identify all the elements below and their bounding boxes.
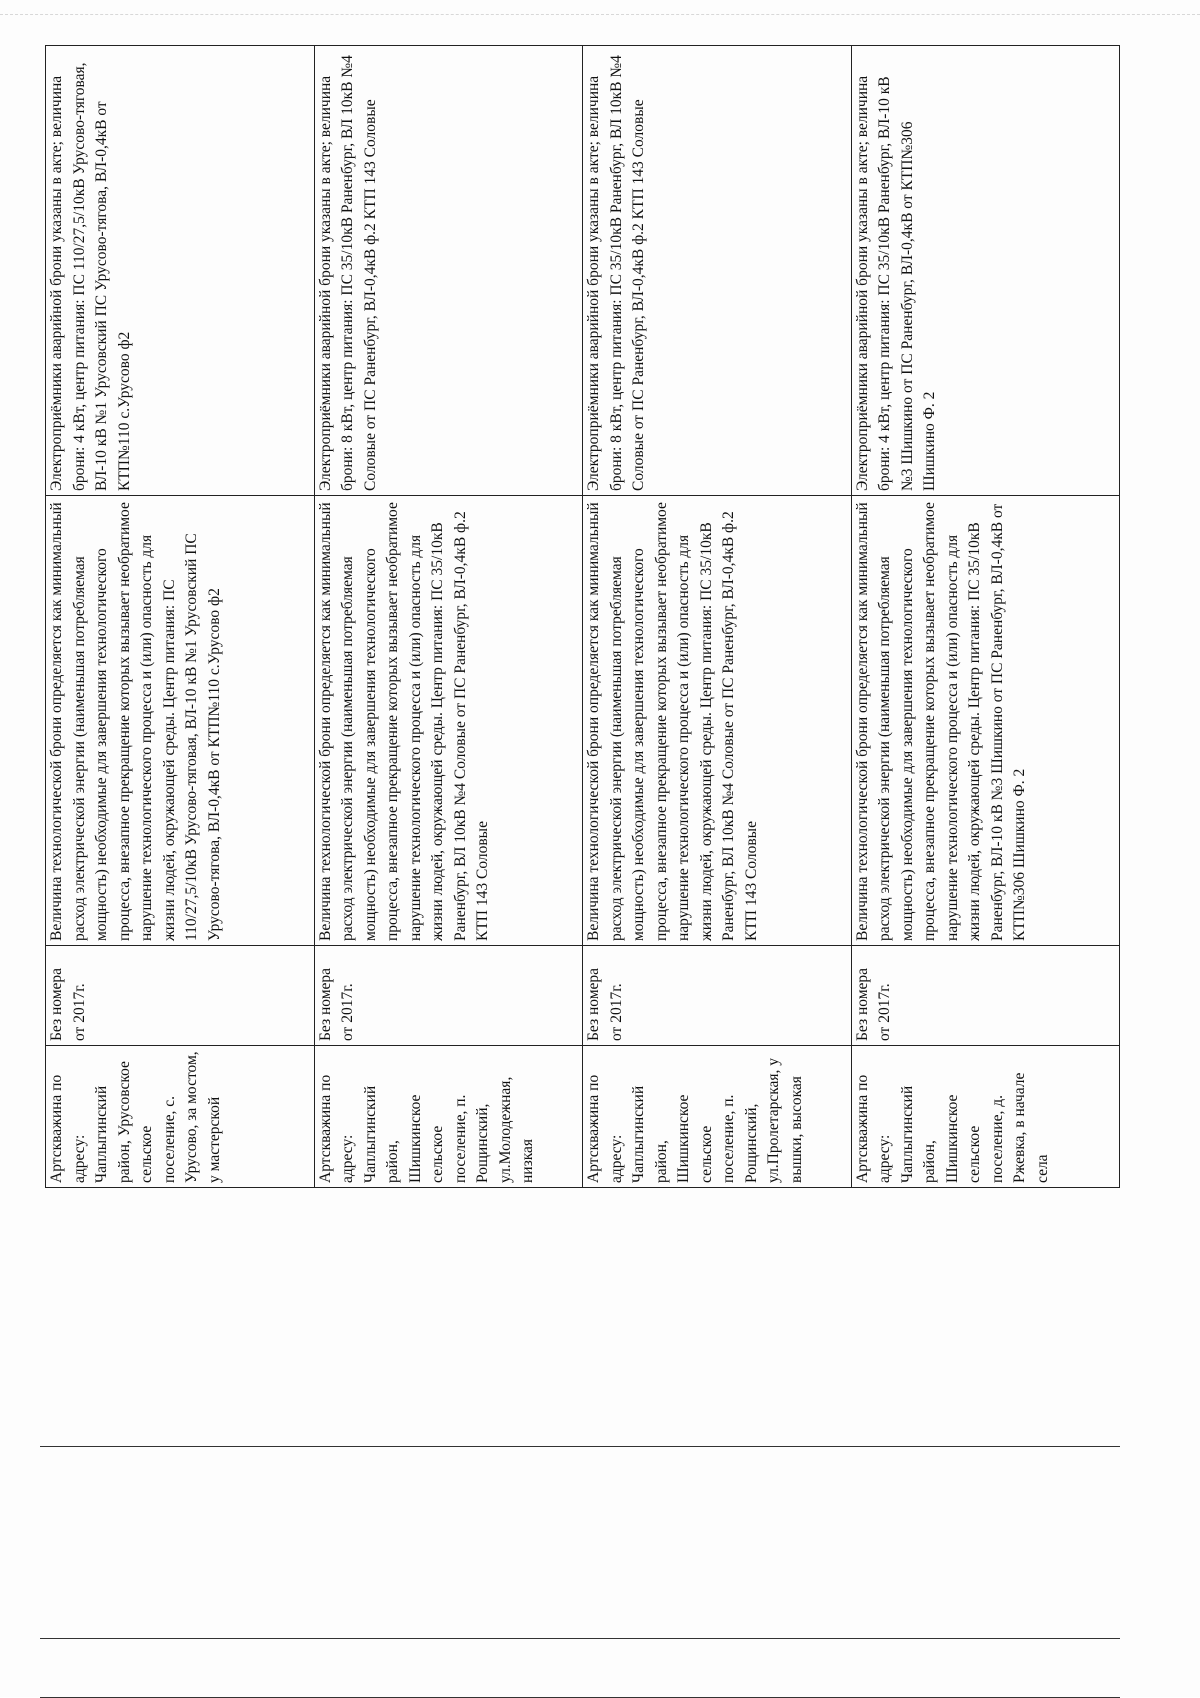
horizontal-rule [40, 1446, 1120, 1447]
tech-reserve-cell: Величина технологической брони определяется как минимальный расход электрической энергии (наименьшая потребляемая мощность) необходимые для завершения технологического процесса, внезапное прекращение которых вызывает необратимое нарушение технологического процесса и (или) опасность для жизни людей, окружающей среды. Центр питания: ПС 35/10кВ Раненбург, ВЛ 10кВ №4 Соловые от ПС Раненбург, ВЛ-0,4кВ ф.2 КТП 143 Соловые [314, 496, 583, 946]
address-cell: Артскважина по адресу: Чаплыгинский район, Шишкинское сельское поселение, п. Рощинский, ул.Пролетарская, у вышки, высокая [583, 1046, 852, 1188]
act-cell: Без номера от 2017г. [851, 946, 1120, 1046]
rotated-table-container [45, 46, 1120, 1188]
table-row [46, 46, 315, 1188]
tech-reserve-cell: Величина технологической брони определяется как минимальный расход электрической энергии (наименьшая потребляемая мощность) необходимые для завершения технологического процесса, внезапное прекращение которых вызывает необратимое нарушение технологического процесса и (или) опасность для жизни людей, окружающей среды. Центр питания: ПС 110/27,5/10кВ Урусово-тяговая, ВЛ-10 кВ №1 Урусовский ПС Урусово-тягова, ВЛ-0,4кВ от КТП№110 с.Урусово ф2 [46, 496, 315, 946]
reserve-table [45, 45, 1120, 1188]
horizontal-rule [40, 1638, 1120, 1639]
tech-reserve-cell: Величина технологической брони определяется как минимальный расход электрической энергии (наименьшая потребляемая мощность) необходимые для завершения технологического процесса, внезапное прекращение которых вызывает необратимое нарушение технологического процесса и (или) опасность для жизни людей, окружающей среды. Центр питания: ПС 35/10кВ Раненбург, ВЛ 10кВ №4 Соловые от ПС Раненбург, ВЛ-0,4кВ ф.2 КТП 143 Соловые [583, 496, 852, 946]
table-row [851, 46, 1120, 1188]
emergency-reserve-cell: Электроприёмники аварийной брони указаны в акте; величина брони: 8 кВт, центр питания: ПС 35/10кВ Раненбург, ВЛ 10кВ №4 Соловые от ПС Раненбург, ВЛ-0,4кВ ф.2 КТП 143 Соловые [314, 46, 583, 496]
act-cell: Без номера от 2017г. [583, 946, 852, 1046]
emergency-reserve-cell: Электроприёмники аварийной брони указаны в акте; величина брони: 4 кВт, центр питания: ПС 35/10кВ Раненбург, ВЛ-10 кВ №3 Шишкино от ПС Раненбург, ВЛ-0,4кВ от КТП№306 Шишкино Ф. 2 [851, 46, 1120, 496]
tech-reserve-cell: Величина технологической брони определяется как минимальный расход электрической энергии (наименьшая потребляемая мощность) необходимые для завершения технологического процесса, внезапное прекращение которых вызывает необратимое нарушение технологического процесса и (или) опасность для жизни людей, окружающей среды. Центр питания: ПС 35/10кВ Раненбург, ВЛ-10 кВ №3 Шишкино от ПС Раненбург, ВЛ-0,4кВ от КТП№306 Шишкино Ф. 2 [851, 496, 1120, 946]
emergency-reserve-cell: Электроприёмники аварийной брони указаны в акте; величина брони: 4 кВт, центр питания: ПС 110/27,5/10кВ Урусово-тяговая, ВЛ-10 кВ №1 Урусовский ПС Урусово-тягова, ВЛ-0,4кВ от КТП№110 с.Урусово ф2 [46, 46, 315, 496]
address-cell: Артскважина по адресу: Чаплыгинский район, Урусовское сельское поселение, с. Урусово, за мостом, у мастерской [46, 1046, 315, 1188]
table-row [314, 46, 583, 1188]
address-cell: Артскважина по адресу: Чаплыгинский район, Шишкинское сельское поселение, п. Рощинский, ул.Молодежная, низкая [314, 1046, 583, 1188]
act-cell: Без номера от 2017г. [314, 946, 583, 1046]
emergency-reserve-cell: Электроприёмники аварийной брони указаны в акте; величина брони: 8 кВт, центр питания: ПС 35/10кВ Раненбург, ВЛ 10кВ №4 Соловые от ПС Раненбург, ВЛ-0,4кВ ф.2 КТП 143 Соловые [583, 46, 852, 496]
page-top-edge [0, 14, 1200, 15]
address-cell: Артскважина по адресу: Чаплыгинский район, Шишкинское сельское поселение, д. Ржевка, в начале села [851, 1046, 1120, 1188]
act-cell: Без номера от 2017г. [46, 946, 315, 1046]
table-row [583, 46, 852, 1188]
